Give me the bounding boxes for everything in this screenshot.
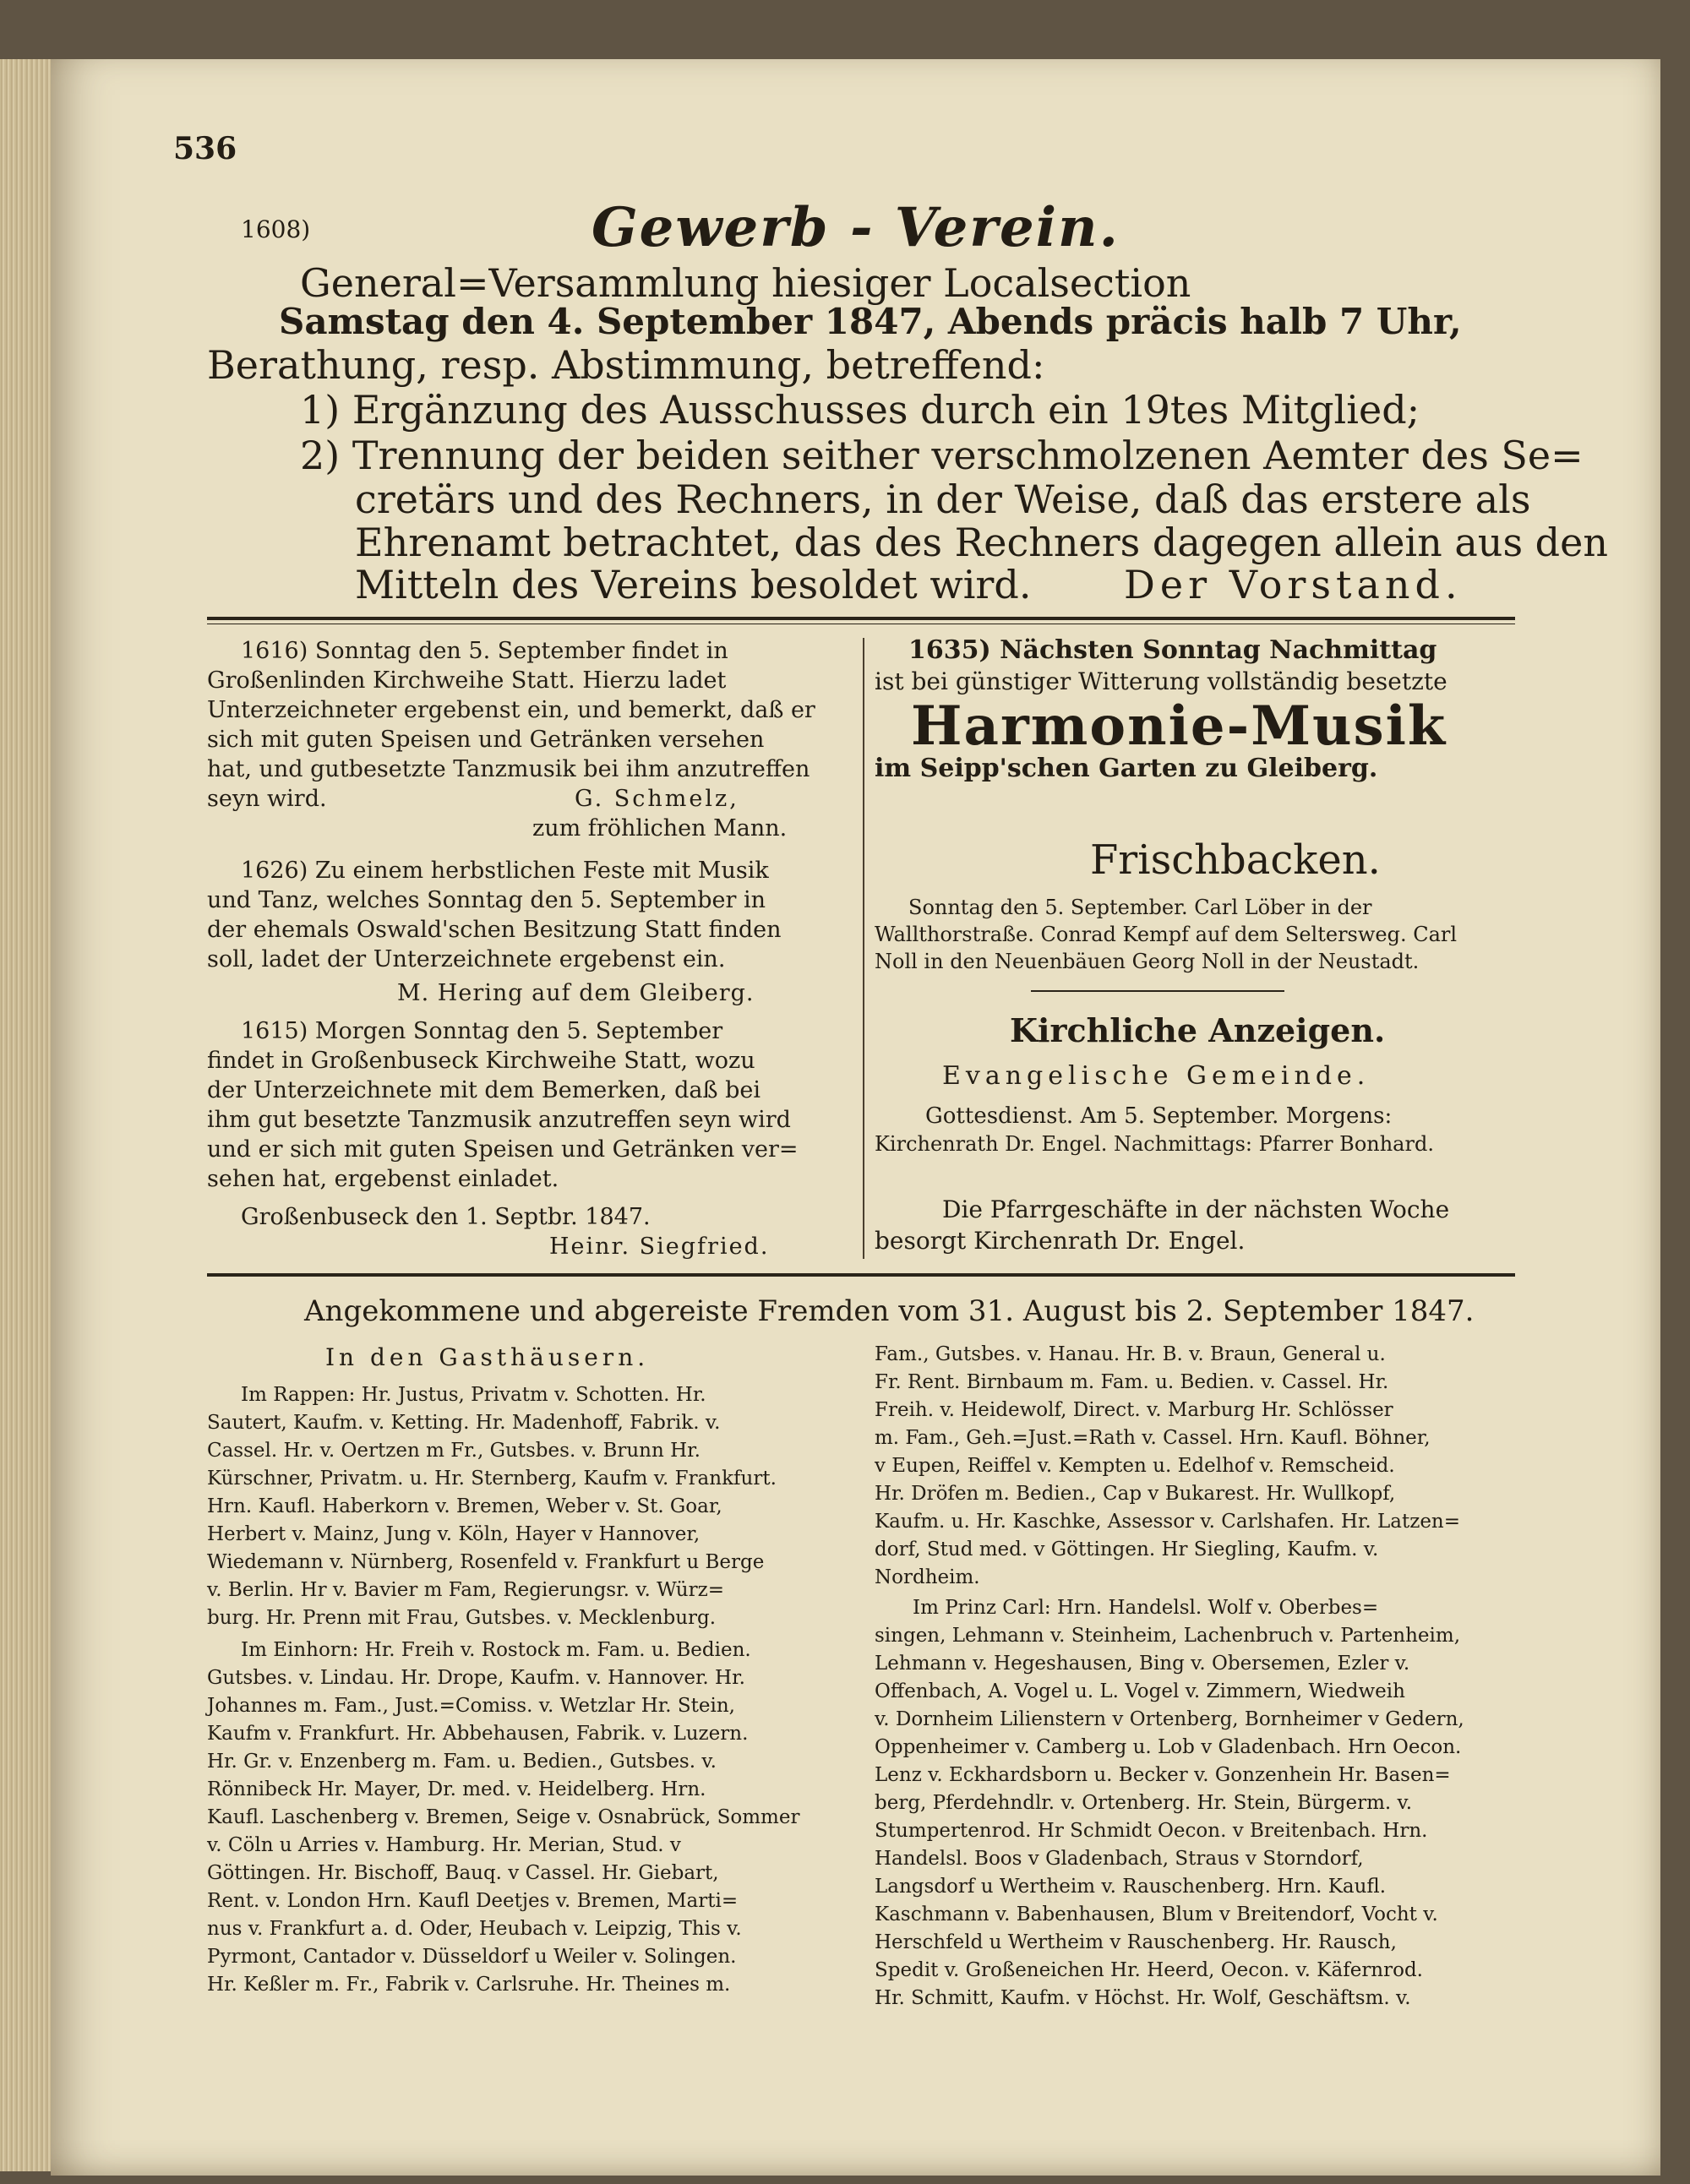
ad-signature: G. Schmelz,	[575, 786, 739, 812]
guest-line: Herbert v. Mainz, Jung v. Köln, Hayer v Hannover,	[207, 1523, 701, 1545]
ad-line: 1616) Sonntag den 5. September findet in	[241, 638, 728, 664]
guest-line: Hr. Gr. v. Enzenberg m. Fam. u. Bedien., Gutsbes. v.	[207, 1751, 717, 1773]
notice-number: 1608)	[241, 215, 311, 243]
guest-line: Kürschner, Privatm. u. Hr. Sternberg, Kaufm v. Frankfurt.	[207, 1468, 777, 1490]
guest-line: nus v. Frankfurt a. d. Oder, Heubach v. Leipzig, This v.	[207, 1918, 742, 1940]
bakery-line: Wallthorstraße. Conrad Kempf auf dem Seltersweg. Carl	[875, 923, 1458, 946]
church-line: Die Pfarrgeschäfte in der nächsten Woche	[942, 1195, 1450, 1223]
notice-signature: Der Vorstand.	[1124, 562, 1463, 607]
guest-line: Sautert, Kaufm. v. Ketting. Hr. Madenhoff, Fabrik. v.	[207, 1412, 721, 1434]
notice-line: Berathung, resp. Abstimmung, betreffend:	[207, 342, 1045, 388]
arrivals-heading: Angekommene und abgereiste Fremden vom 31. August bis 2. September 1847.	[304, 1294, 1475, 1328]
music-ad-line: ist bei günstiger Witterung vollständig besetzte	[875, 667, 1447, 695]
ad-line: seyn wird.	[207, 786, 327, 812]
guest-line: Rent. v. London Hrn. Kaufl Deetjes v. Bremen, Marti=	[207, 1890, 739, 1912]
guest-line: Gutsbes. v. Lindau. Hr. Drope, Kaufm. v. Hannover. Hr.	[207, 1667, 745, 1689]
ad-signature: Heinr. Siegfried.	[549, 1234, 770, 1260]
guest-line: Pyrmont, Cantador v. Düsseldorf u Weiler v. Solingen.	[207, 1946, 737, 1968]
ad-line: ihm gut besetzte Tanzmusik anzutreffen seyn wird	[207, 1107, 791, 1133]
page-number: 536	[173, 131, 237, 166]
ad-signature: M. Hering auf dem Gleiberg.	[397, 980, 755, 1006]
church-line: Kirchenrath Dr. Engel. Nachmittags: Pfarrer Bonhard.	[875, 1132, 1434, 1156]
guest-line: Johannes m. Fam., Just.=Comiss. v. Wetzlar Hr. Stein,	[207, 1695, 735, 1717]
guest-line: Hr. Schmitt, Kaufm. v Höchst. Hr. Wolf, Geschäftsm. v.	[875, 1987, 1411, 2009]
guest-line: Lenz v. Eckhardsborn u. Becker v. Gonzenhein Hr. Basen=	[875, 1764, 1451, 1786]
guest-line: Cassel. Hr. v. Oertzen m Fr., Gutsbes. v. Brunn Hr.	[207, 1440, 701, 1462]
guest-line: Nordheim.	[875, 1566, 980, 1588]
church-title: Kirchliche Anzeigen.	[1010, 1011, 1386, 1049]
guest-line: Oppenheimer v. Camberg u. Lob v Gladenbach. Hrn Oecon.	[875, 1736, 1462, 1758]
notice-title: Gewerb - Verein.	[592, 196, 1120, 259]
agenda-item-2-cont: Mitteln des Vereins besoldet wird.	[355, 562, 1032, 607]
guest-line: Lehmann v. Hegeshausen, Bing v. Obersemen, Ezler v.	[875, 1653, 1410, 1675]
ad-line: Großenbuseck den 1. Septbr. 1847.	[241, 1204, 651, 1230]
column-rule	[863, 638, 864, 1259]
guest-line: v. Dornheim Lilienstern v Ortenberg, Bornheimer v Gedern,	[875, 1708, 1464, 1730]
guest-line: Spedit v. Großeneichen Hr. Heerd, Oecon. v. Käfernrod.	[875, 1959, 1423, 1981]
church-line: Gottesdienst. Am 5. September. Morgens:	[925, 1103, 1393, 1129]
guest-line: Hrn. Kaufl. Haberkorn v. Bremen, Weber v. St. Goar,	[207, 1495, 722, 1517]
guest-line: burg. Hr. Prenn mit Frau, Gutsbes. v. Mecklenburg.	[207, 1607, 717, 1629]
ad-line: und Tanz, welches Sonntag den 5. September in	[207, 887, 766, 913]
section-divider	[1031, 990, 1284, 992]
guest-line: Offenbach, A. Vogel u. L. Vogel v. Zimmern, Wiedweih	[875, 1680, 1405, 1702]
guest-line: Kaufm v. Frankfurt. Hr. Abbehausen, Fabrik. v. Luzern.	[207, 1723, 749, 1745]
guest-line: v. Berlin. Hr v. Bavier m Fam, Regierungsr. v. Würz=	[207, 1579, 724, 1601]
ad-line: 1615) Morgen Sonntag den 5. September	[241, 1018, 723, 1044]
ad-line: sehen hat, ergebenst einladet.	[207, 1166, 559, 1192]
ad-signature: zum fröhlichen Mann.	[532, 815, 788, 841]
guest-line: Stumpertenrod. Hr Schmidt Oecon. v Breitenbach. Hrn.	[875, 1820, 1428, 1842]
guest-line: Herschfeld u Wertheim v Rauschenberg. Hr. Rausch,	[875, 1931, 1397, 1953]
guest-line: singen, Lehmann v. Steinheim, Lachenbruch v. Partenheim,	[875, 1625, 1461, 1647]
ad-line: der Unterzeichnete mit dem Bemerken, daß bei	[207, 1077, 760, 1103]
ad-line: 1626) Zu einem herbstlichen Feste mit Musik	[241, 858, 769, 884]
guest-line: Kaufm. u. Hr. Kaschke, Assessor v. Carlshafen. Hr. Latzen=	[875, 1511, 1461, 1533]
guest-line: Im Prinz Carl: Hrn. Handelsl. Wolf v. Oberbes=	[913, 1597, 1379, 1619]
bakery-title: Frischbacken.	[1090, 836, 1381, 884]
agenda-item-2: 2) Trennung der beiden seither verschmolzenen Aemter des Se=	[300, 433, 1584, 478]
guest-line: Hr. Keßler m. Fr., Fabrik v. Carlsruhe. Hr. Theines m.	[207, 1974, 731, 1996]
guest-line: berg, Pferdehndlr. v. Ortenberg. Hr. Stein, Bürgerm. v.	[875, 1792, 1413, 1814]
guest-line: Im Rappen: Hr. Justus, Privatm v. Schotten. Hr.	[241, 1384, 706, 1406]
ad-line: soll, ladet der Unterzeichnete ergebenst ein.	[207, 946, 726, 972]
ad-line: sich mit guten Speisen und Getränken versehen	[207, 727, 765, 753]
guest-line: Fr. Rent. Birnbaum m. Fam. u. Bedien. v. Cassel. Hr.	[875, 1371, 1389, 1393]
guest-line: Kaufl. Laschenberg v. Bremen, Seige v. Osnabrück, Sommer	[207, 1806, 800, 1828]
ad-line: Unterzeichneter ergebenst ein, und bemerkt, daß er	[207, 697, 815, 723]
guest-line: v Eupen, Reiffel v. Kempten u. Edelhof v. Remscheid.	[875, 1455, 1395, 1477]
bakery-line: Noll in den Neuenbäuen Georg Noll in der Neustadt.	[875, 950, 1420, 973]
bakery-line: Sonntag den 5. September. Carl Löber in der	[908, 896, 1372, 919]
church-line: besorgt Kirchenrath Dr. Engel.	[875, 1227, 1246, 1255]
guest-line: Kaschmann v. Babenhausen, Blum v Breitendorf, Vocht v.	[875, 1904, 1438, 1925]
agenda-item-1: 1) Ergänzung des Ausschusses durch ein 19tes Mitglied;	[300, 387, 1420, 433]
ad-line: und er sich mit guten Speisen und Getränken ver=	[207, 1136, 799, 1163]
guest-line: Wiedemann v. Nürnberg, Rosenfeld v. Frankfurt u Berge	[207, 1551, 765, 1573]
ad-line: hat, und gutbesetzte Tanzmusik bei ihm anzutreffen	[207, 756, 810, 782]
notice-line: Samstag den 4. September 1847, Abends präcis halb 7 Uhr,	[279, 301, 1462, 342]
agenda-item-2-cont: Ehrenamt betrachtet, das des Rechners dagegen allein aus den	[355, 520, 1608, 565]
ad-line: Großenlinden Kirchweihe Statt. Hierzu ladet	[207, 667, 727, 694]
guest-line: v. Cöln u Arries v. Hamburg. Hr. Merian, Stud. v	[207, 1834, 681, 1856]
ad-line: der ehemals Oswald'schen Besitzung Statt finden	[207, 917, 782, 943]
arrivals-subheading: In den Gasthäusern.	[325, 1343, 650, 1371]
music-ad-line: 1635) Nächsten Sonntag Nachmittag	[908, 635, 1437, 665]
guest-line: Fam., Gutsbes. v. Hanau. Hr. B. v. Braun, General u.	[875, 1343, 1386, 1365]
guest-line: Freih. v. Heidewolf, Direct. v. Marburg Hr. Schlösser	[875, 1399, 1393, 1421]
guest-line: Hr. Dröfen m. Bedien., Cap v Bukarest. Hr. Wullkopf,	[875, 1483, 1396, 1505]
bottom-divider	[207, 1273, 1515, 1277]
church-subtitle: Evangelische Gemeinde.	[942, 1061, 1371, 1091]
guest-line: Im Einhorn: Hr. Freih v. Rostock m. Fam. u. Bedien.	[241, 1639, 751, 1661]
guest-line: dorf, Stud med. v Göttingen. Hr Siegling, Kaufm. v.	[875, 1539, 1379, 1560]
guest-line: Göttingen. Hr. Bischoff, Bauq. v Cassel. Hr. Giebart,	[207, 1862, 719, 1884]
guest-line: Rönnibeck Hr. Mayer, Dr. med. v. Heidelberg. Hrn.	[207, 1778, 706, 1800]
guest-line: Handelsl. Boos v Gladenbach, Straus v Storndorf,	[875, 1848, 1364, 1870]
top-divider	[207, 617, 1515, 620]
music-ad-headline: Harmonie-Musik	[911, 694, 1447, 758]
agenda-item-2-cont: cretärs und des Rechners, in der Weise, daß das erstere als	[355, 477, 1531, 522]
guest-line: Langsdorf u Wertheim v. Rauschenberg. Hrn. Kaufl.	[875, 1876, 1387, 1898]
guest-line: m. Fam., Geh.=Just.=Rath v. Cassel. Hrn. Kaufl. Böhner,	[875, 1427, 1431, 1449]
ad-line: findet in Großenbuseck Kirchweihe Statt, wozu	[207, 1048, 755, 1074]
notice-line: General=Versammlung hiesiger Localsection	[300, 260, 1191, 306]
music-ad-line: im Seipp'schen Garten zu Gleiberg.	[875, 754, 1378, 783]
